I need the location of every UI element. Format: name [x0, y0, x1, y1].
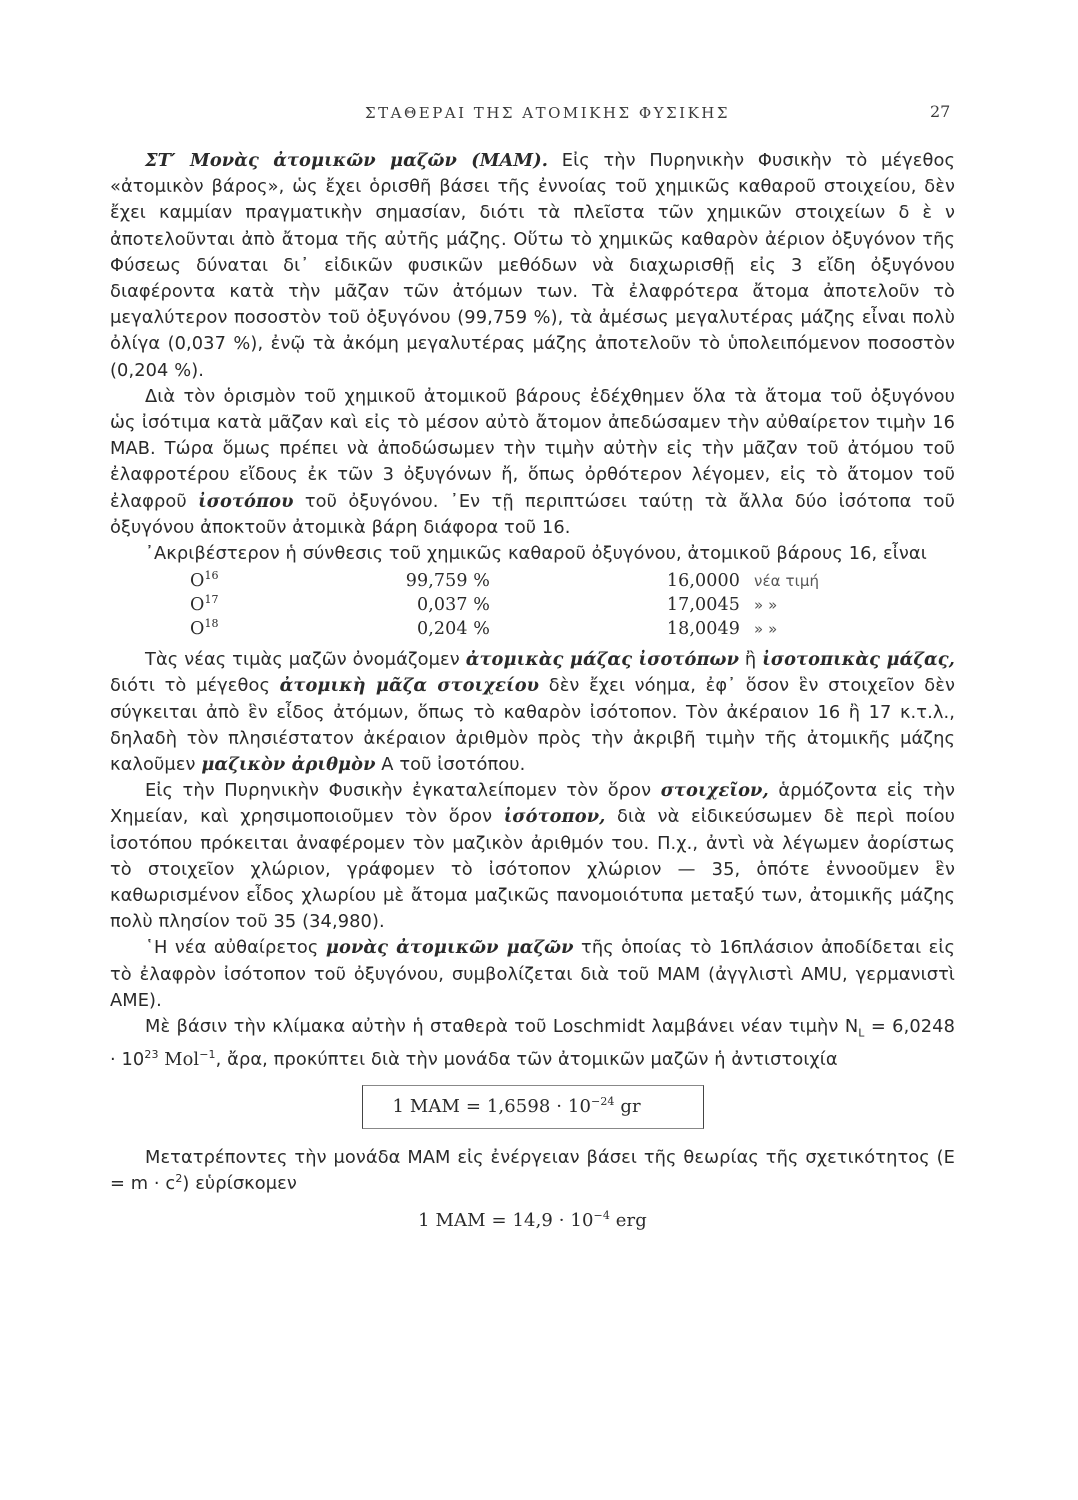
paragraph-text: Μὲ βάσιν τὴν κλίμακα αὐτὴν ἡ σταθερὰ τοῦ Loschmidt λαμβάνει νέαν τιμὴν N — [145, 1016, 859, 1038]
boxed-equation — [362, 1085, 704, 1129]
paragraph-text: = 6,0248 · 10 — [110, 1016, 955, 1070]
running-title: ΣΤΑΘΕΡΑΙ ΤΗΣ ΑΤΟΜΙΚΗΣ ΦΥΣΙΚΗΣ — [365, 104, 730, 122]
isotope-note: » » — [754, 596, 778, 615]
paragraph-text: Εἰς τὴν Πυρηνικὴν Φυσικὴν τὸ μέγεθος «ἀτομικὸν βάρος», ὡς ἔχει ὁρισθῆ βάσει τῆς ἐννοίας τοῦ χημικῶς καθαροῦ στοιχείου, δὲν ἔχει καμμίαν πραγματικὴν σημασίαν, διότι τὰ πλεῖστα τῶν χημικῶν στοιχείων — [110, 150, 955, 224]
paragraph-composition: ᾿Ακριβέστερον ἡ σύνθεσις τοῦ χημικῶς καθαροῦ ὀξυγόνου, ἀτομικοῦ βάρους 16, εἶναι — [145, 543, 927, 565]
exponent: −4 — [593, 1208, 610, 1222]
final-equation — [110, 1208, 955, 1234]
equation-unit: erg — [609, 1209, 647, 1231]
paragraph-text: τῆς ὁποίας τὸ 16πλάσιον ἀποδίδεται εἰς τὸ ἐλαφρὸν ἰσότοπον τοῦ ὀξυγόνου, συμβολίζεται διὰ τοῦ ΜΑΜ (ἀγγλιστὶ AMU, γερμανιστὶ ΑΜΕ). — [110, 937, 956, 1011]
paragraph-text: ἀποτελοῦνται ἀπὸ ἄτομα τῆς αὐτῆς μάζης. Οὕτω τὸ χημικῶς καθαρὸν ἀέριον ὀξυγόνον τῆς Φύσεως δύναται δι᾽ εἰδικῶν φυσικῶν μεθόδων νὰ διαχωρισθῇ εἰς 3 εἴδη ὀξυγόνου διαφέροντα κατὰ τὴν μᾶζαν τῶν ἀτόμων των. Τὰ ἐλαφρότερα ἄτομα ἀποτελοῦν τὸ μεγαλύτερον ποσοστὸν τοῦ ὀξυγόνου (99,759 %), τὰ ἀμέσως μεγαλυτέρας μάζης εἶναι πολὺ ὀλίγα (0,037 %), ἐνῷ τὰ ἀκόμη μεγαλυτέρας μάζης ἀποτελοῦν τὸ ὑπολειπόμενον ποσοστὸν (0,204 %). — [110, 228, 955, 381]
paragraph-text: Μετατρέποντες τὴν μονάδα ΜΑΜ εἰς ἐνέργειαν βάσει τῆς θεωρίας τῆς σχετικότητος (E = m · c — [110, 1147, 955, 1195]
paragraph-text: ῾Η νέα αὐθαίρετος — [145, 937, 326, 959]
exponent: 2 — [175, 1172, 183, 1186]
emphasis-term: ἀτομικὰς μάζας ἰσοτόπων — [465, 649, 740, 671]
paragraph-energy — [110, 1145, 955, 1197]
exponent: −1 — [199, 1047, 216, 1061]
isotope-abundance: 99,759 % — [405, 571, 490, 592]
paragraph-text: δὲν ἔχει νόημα, ἐφ᾽ ὅσον ἓν στοιχεῖον δὲν σύγκειται ἀπὸ ἓν εἶδος ἀτόμων, ὅπως τὸ καθαρὸν ἰσότοπον. Τὸν ἀκέραιον 16 ἢ 17 κ.τ.λ., δηλαδὴ τὸν πλησιέστατον ἀκέραιον ἀριθμὸν πρὸς τὴν ἀκριβῆ τιμὴν τῆς ἀτομικῆς μάζης καλοῦμεν — [110, 675, 955, 776]
page-number: 27 — [930, 102, 951, 121]
paragraph-text: Τὰς νέας τιμὰς μαζῶν ὀνομάζομεν — [145, 649, 466, 671]
paragraph-text: A τοῦ ἰσοτόπου. — [375, 754, 526, 776]
paragraph-text: διότι τὸ μέγεθος — [110, 675, 280, 697]
paragraph-text: ἢ — [739, 649, 763, 671]
body-text — [110, 148, 955, 1234]
equation-text: 1 ΜΑΜ = 1,6598 · 10 — [392, 1096, 592, 1118]
paragraph-chemical-weight — [110, 384, 955, 541]
isotope-note: νέα τιμή — [754, 572, 820, 591]
isotope-abundance: 0,204 % — [417, 619, 490, 640]
isotope-mass: 18,0049 — [666, 619, 740, 640]
paragraph-amu-definition — [110, 148, 955, 384]
paragraph-text: ) εὑρίσκομεν — [182, 1173, 297, 1195]
subscript: L — [858, 1026, 865, 1040]
paragraph-text: Διὰ τὸν ὁρισμὸν τοῦ χημικοῦ ἀτομικοῦ βάρους ἐδέχθημεν ὅλα τὰ ἄτομα τοῦ ὀξυγόνου ὡς ἰσότιμα κατὰ μᾶζαν καὶ εἰς τὸ μέσον αὐτὸ ἄτομον ἀπεδώσαμεν τὴν αὐθαίρετον τιμὴν 16 ΜΑΒ. Τώρα ὅμως πρέπει νὰ ἀποδώσωμεν τὴν τιμὴν αὐτὴν εἰς τὴν μᾶζαν τοῦ ἀτόμου τοῦ ἐλαφροτέρου εἴδους ἐκ τῶν 3 ὀξυγόνων ἤ, ὅπως ὀρθότερον λέγομεν, εἰς τὸ ἄτομον τοῦ ἐλαφροῦ — [110, 385, 955, 512]
exponent: −24 — [591, 1095, 615, 1109]
page-header — [0, 100, 1078, 130]
paragraph-text: διὰ νὰ εἰδικεύσωμεν δὲ περὶ ποίου ἰσοτόπου πρόκειται ἀναφέρομεν τὸν μαζικὸν ἀριθμόν του. Π.χ., ἀντὶ νὰ λέγωμεν ἀορίστως τὸ στοιχεῖον χλώριον, γράφομεν τὸ ἰσότοπον χλώριον — 35, ὁπότε ἐννοοῦμεν ἓν καθωρισμένον εἶδος χλωρίου μὲ ἄτομα μαζικῶς πανομοιότυπα μεταξύ των, ἀτομικῆς μάζης πολὺ πλησίον τοῦ 35 (34,980). — [110, 806, 955, 933]
table-row — [110, 593, 819, 617]
table-row — [110, 569, 819, 593]
paragraph-text: , ἄρα, προκύπτει διὰ τὴν μονάδα τῶν ἀτομικῶν μαζῶν ἡ ἀντιστοιχία — [215, 1048, 838, 1070]
emphasis-term: ἰσοτοπικὰς μάζας, — [762, 649, 955, 671]
paragraph-new-unit — [110, 935, 955, 1014]
paragraph-text: τοῦ ὀξυγόνου. ᾿Εν τῇ περιπτώσει ταύτῃ τὰ ἄλλα δύο ἰσότοπα τοῦ ὀξυγόνου ἀποκτοῦν ἀτομικὰ βάρη διάφορα τοῦ 16. — [110, 490, 956, 538]
paragraph-text: Εἰς τὴν Πυρηνικὴν Φυσικὴν ἐγκαταλείπομεν τὸν ὅρον — [145, 780, 661, 802]
spaced-word: δ ὲ ν — [898, 202, 955, 224]
paragraph-text: Mol — [158, 1048, 200, 1070]
isotope-symbol: $O^{17}$ — [190, 593, 219, 616]
emphasis-term: στοιχεῖον, — [660, 780, 769, 802]
paragraph-loschmidt — [110, 1014, 955, 1073]
emphasis-term: μαζικὸν ἀριθμὸν — [201, 754, 376, 776]
emphasis-term: ἀτομικὴ μᾶζα στοιχείου — [279, 675, 540, 697]
table-row — [110, 617, 819, 641]
equation-unit: gr — [614, 1096, 641, 1118]
paragraph-isotopic-masses — [110, 647, 955, 778]
isotope-mass: 16,0000 — [666, 571, 740, 592]
isotope-note: » » — [754, 620, 778, 639]
exponent: 23 — [144, 1047, 159, 1061]
isotope-mass: 17,0045 — [666, 595, 740, 616]
emphasis-term: ἰσότοπον, — [503, 806, 606, 828]
emphasis-term: ἰσοτόπου — [198, 490, 294, 512]
paragraph-text: ἁρμόζοντα εἰς τὴν Χημείαν, καὶ χρησιμοποιοῦμεν τὸν ὅρον — [110, 780, 956, 828]
isotope-symbol: $O^{18}$ — [190, 617, 219, 640]
section-heading: ΣΤ′ Μονὰς ἀτομικῶν μαζῶν (ΜΑΜ). — [145, 150, 549, 171]
isotope-symbol: $O^{16}$ — [190, 569, 219, 592]
emphasis-term: μονὰς ἀτομικῶν μαζῶν — [325, 937, 574, 959]
boxed-equation-wrap — [110, 1085, 955, 1129]
isotope-table — [110, 569, 819, 641]
equation-text: 1 ΜΑΜ = 14,9 · 10 — [418, 1209, 594, 1231]
paragraph-isotope-term — [110, 778, 955, 935]
isotope-abundance: 0,037 % — [417, 595, 490, 616]
